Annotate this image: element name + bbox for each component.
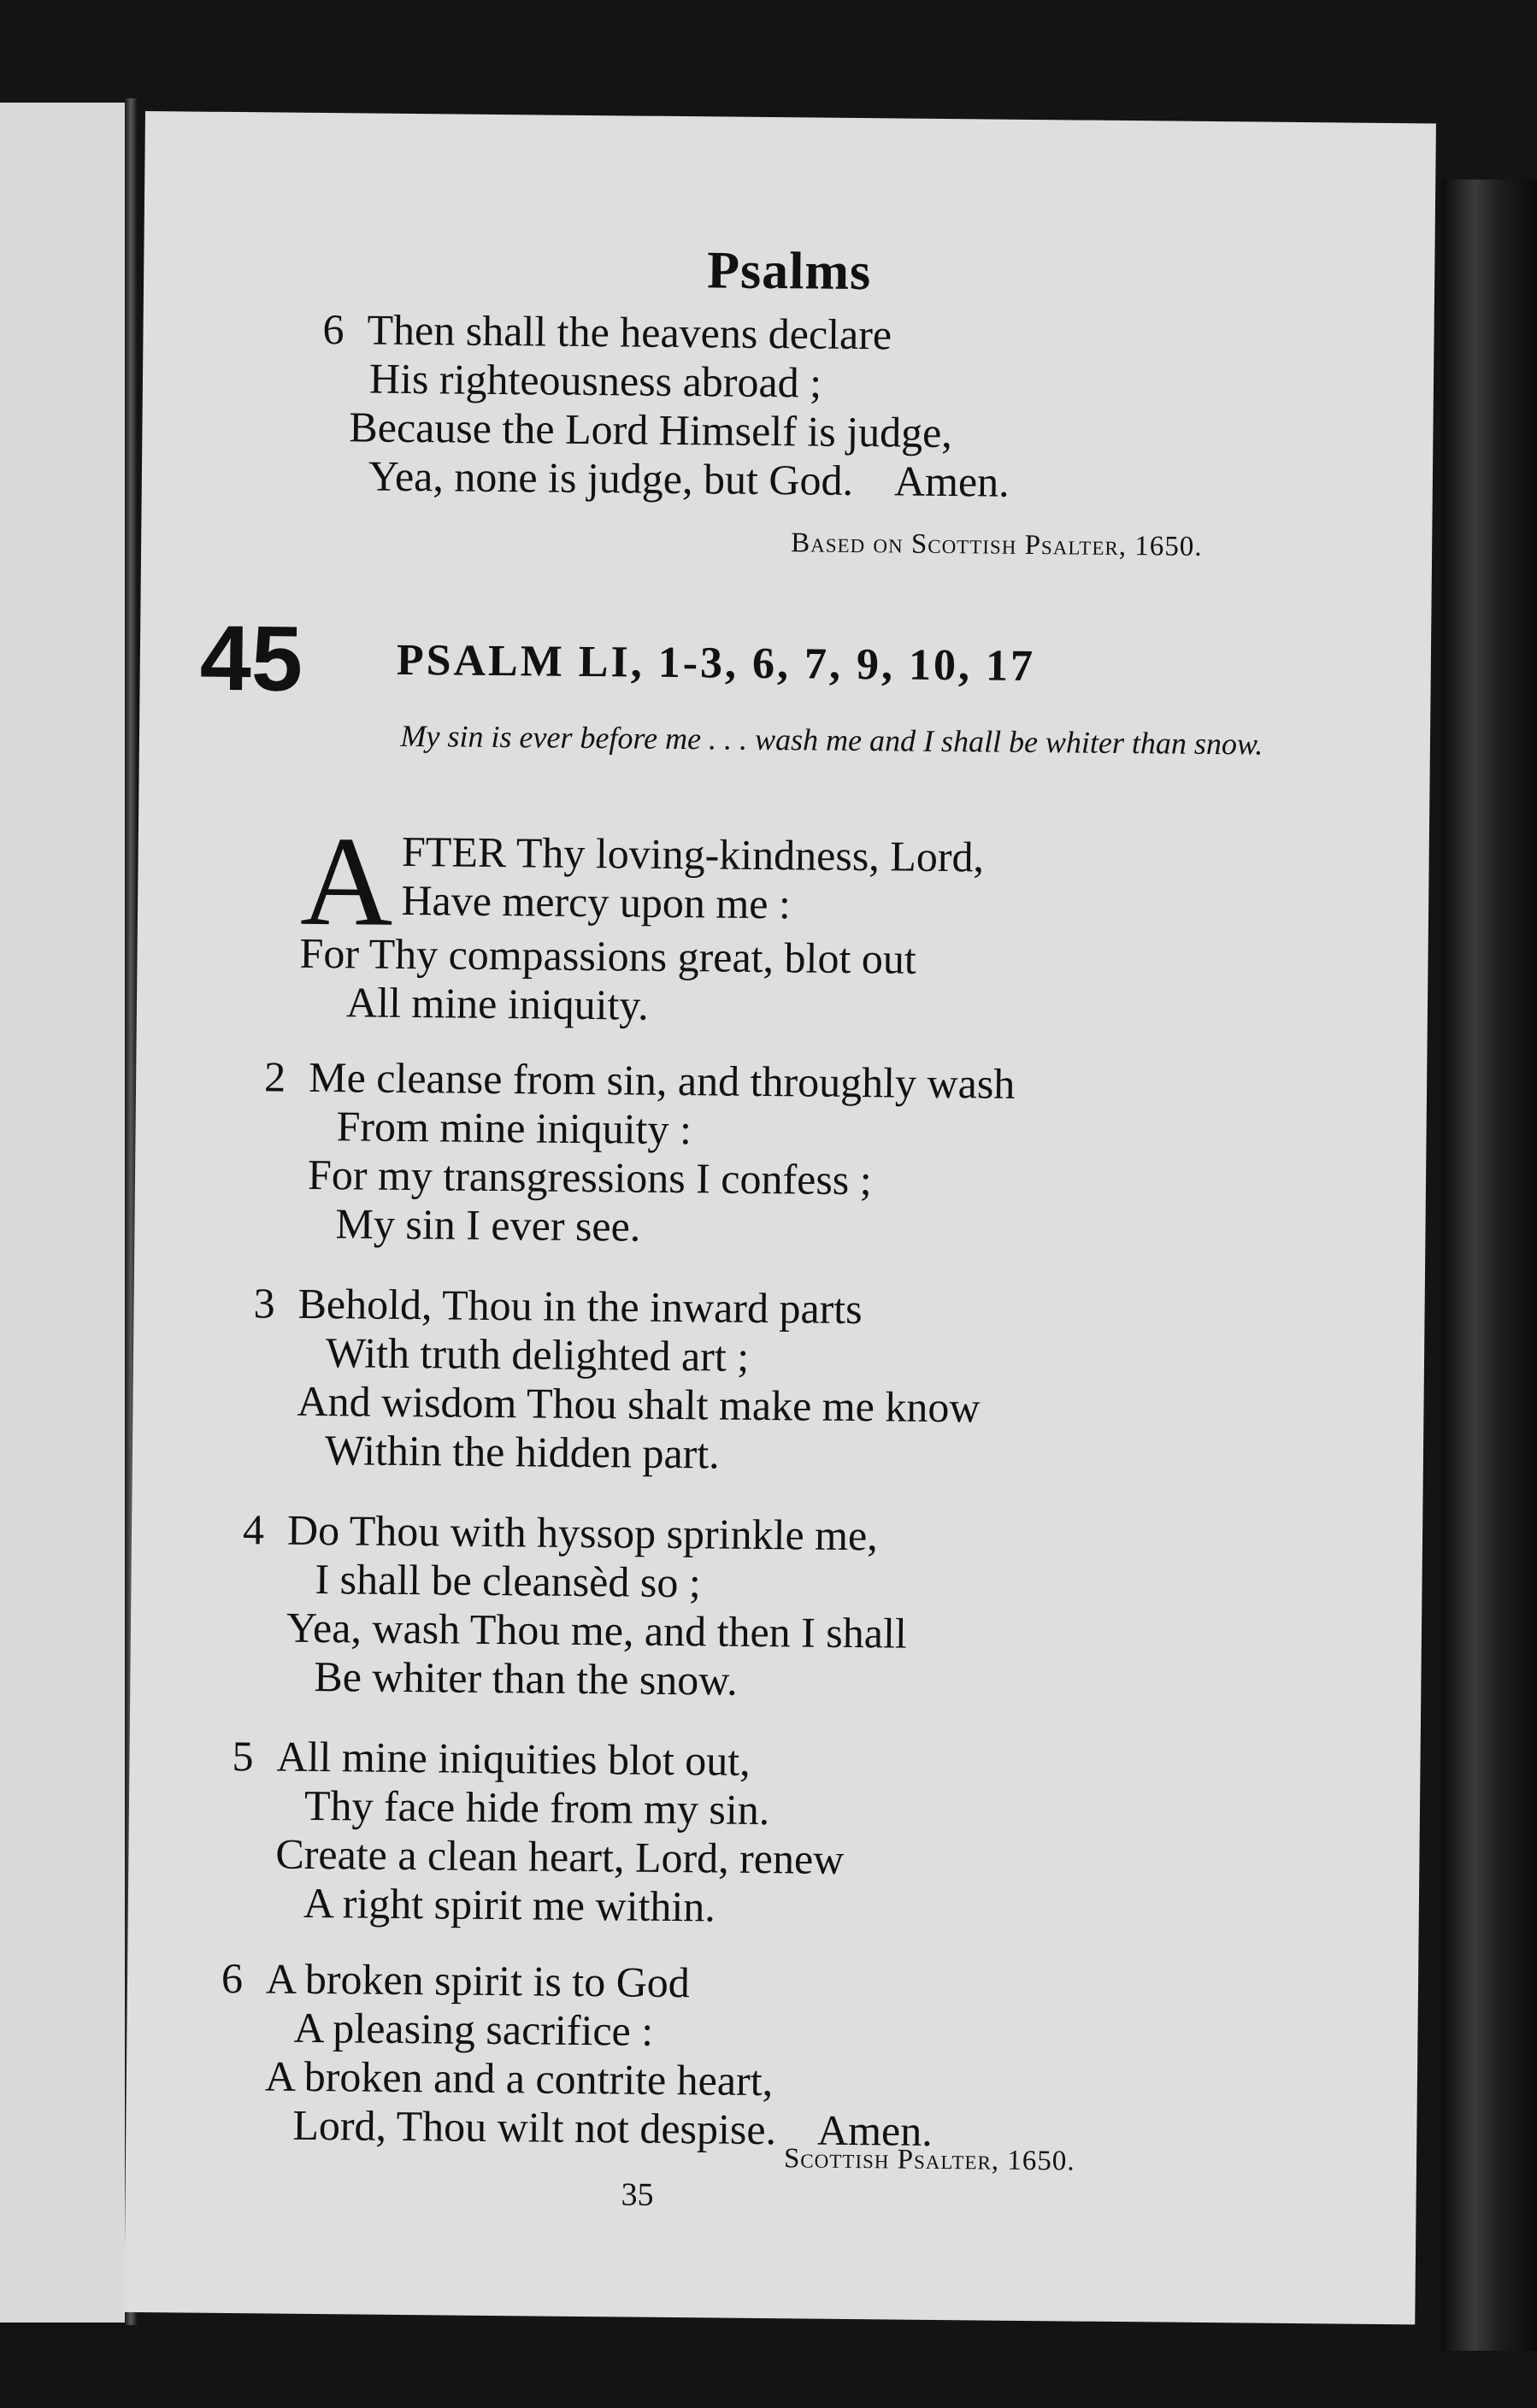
verse-number: 3 (253, 1279, 275, 1328)
verse-line: My sin I ever see. (335, 1199, 641, 1251)
verse-line: Because the Lord Himself is judge, (349, 403, 953, 457)
verse-line: Within the hidden part. (324, 1426, 721, 1478)
verse-line: 3 Behold, Thou in the inward parts (253, 1279, 863, 1334)
verse-line: Create a clean heart, Lord, renew (275, 1829, 845, 1883)
verse-line: With truth delighted art ; (325, 1328, 750, 1381)
verse-line: Thy face hide from my sin. (303, 1781, 770, 1834)
verse-line: Yea, wash Thou me, and then I shall (286, 1603, 908, 1657)
verse-line: A broken and a contrite heart, (264, 2052, 774, 2105)
previous-hymn-attribution: Based on Scottish Psalter, 1650. (791, 527, 1203, 562)
verse-4 (241, 1505, 908, 1706)
verse-line: 6 Then shall the heavens declare (322, 305, 892, 359)
hymnal-page (124, 111, 1436, 2324)
drop-cap: A (299, 810, 394, 953)
verse-line: Be whiter than the snow. (314, 1651, 738, 1704)
hymn-number: 45 (199, 605, 303, 710)
verse-line: A right spirit me within. (303, 1878, 716, 1931)
background-edge (1441, 180, 1537, 2351)
page-number: 35 (621, 2176, 654, 2213)
previous-hymn-verse-6 (321, 305, 1011, 507)
verse-line: Lord, Thou wilt not despise. Amen. (292, 2100, 933, 2155)
epigraph: My sin is ever before me . . . wash me and I shall be whiter than snow. (400, 718, 1263, 762)
verse-line: 6 A broken spirit is to God (221, 1953, 691, 2007)
hymn-attribution: Scottish Psalter, 1650. (783, 2143, 1075, 2177)
verse-line: I shall be cleansèd so ; (315, 1554, 702, 1607)
amen: Amen. (816, 2105, 933, 2155)
verse-number: 6 (322, 305, 344, 354)
verse-line: Have mercy upon me : (401, 875, 792, 928)
verse-line: 4 Do Thou with hyssop sprinkle me, (242, 1505, 879, 1560)
verse-line: His righteousness abroad ; (368, 354, 822, 407)
amen: Amen. (893, 456, 1010, 506)
verse-number: 4 (242, 1505, 265, 1554)
facing-page-edge (0, 103, 137, 2323)
verse-line: Yea, none is judge, but God. Amen. (368, 451, 1010, 506)
verse-line: A pleasing sacrifice : (293, 2003, 654, 2055)
verse-line: For Thy compassions great, blot out (299, 928, 917, 983)
verse-1 (299, 810, 985, 1033)
verse-line: 5 All mine iniquities blot out, (232, 1732, 751, 1785)
running-head: Psalms (706, 241, 872, 302)
verse-3 (252, 1279, 981, 1481)
verse-2 (262, 1052, 1015, 1254)
verse-6 (220, 1954, 934, 2156)
verse-line: All mine iniquity. (345, 978, 649, 1029)
verse-line: For my transgressions I confess ; (307, 1150, 872, 1204)
verse-line: 2 Me cleanse from sin, and throughly wash (263, 1052, 1016, 1108)
verse-5 (231, 1732, 845, 1933)
verse-line: From mine iniquity : (336, 1102, 692, 1154)
verse-number: 5 (232, 1732, 254, 1781)
verse-number: 2 (263, 1052, 286, 1101)
verse-number: 6 (221, 1953, 244, 2003)
hymn-title: PSALM LI, 1-3, 6, 7, 9, 10, 17 (396, 635, 1036, 692)
verse-line: FTER Thy loving-kindness, Lord, (401, 827, 985, 881)
verse-line: And wisdom Thou shalt make me know (297, 1376, 980, 1432)
